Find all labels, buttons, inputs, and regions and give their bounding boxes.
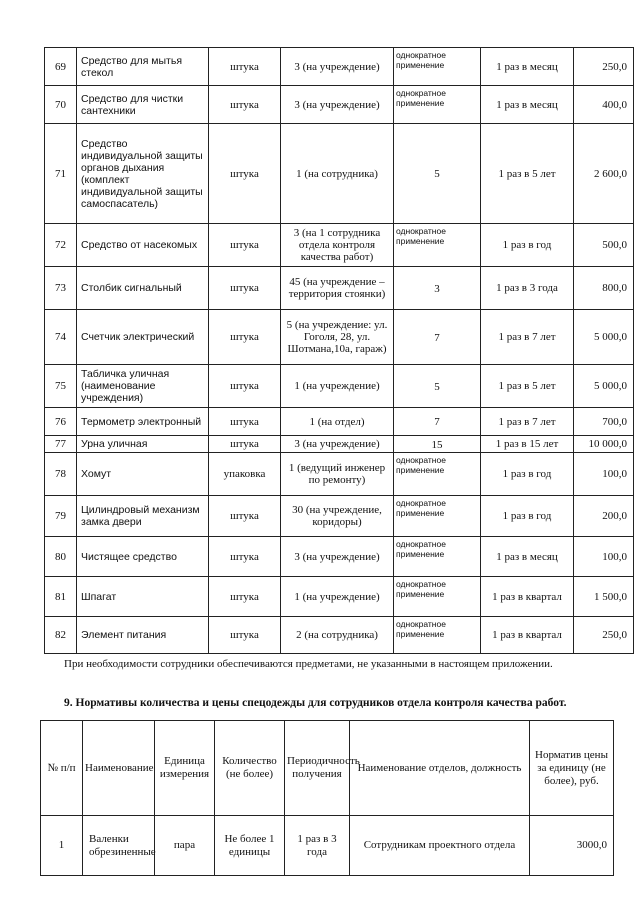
item-unit: штука — [209, 267, 281, 310]
item-service-life: однократное применение — [394, 453, 481, 496]
item-price: 250,0 — [574, 617, 634, 654]
item-quantity: 30 (на учреждение, коридоры) — [281, 496, 394, 537]
item-price: 250,0 — [574, 48, 634, 86]
item-service-life: однократное применение — [394, 496, 481, 537]
item-name: Столбик сигнальный — [77, 267, 209, 310]
header-price: Норматив цены за единицу (не более), руб. — [530, 721, 614, 816]
item-service-life: 5 — [394, 365, 481, 408]
item-unit: штука — [209, 496, 281, 537]
section-heading: 9. Нормативы количества и цены спецодежды для сотрудников отдела контроля качества работ. — [64, 697, 567, 709]
item-name: Шпагат — [77, 577, 209, 617]
item-unit: штука — [209, 124, 281, 224]
item-name: Средство индивидуальной защиты органов дыхания (комплект индивидуальной защиты самоспасатель) — [77, 124, 209, 224]
item-price: 500,0 — [574, 224, 634, 267]
table-row — [45, 224, 634, 267]
item-unit: штука — [209, 365, 281, 408]
item-price: 10 000,0 — [574, 436, 634, 453]
item-name: Термометр электронный — [77, 408, 209, 436]
item-price: 5 000,0 — [574, 310, 634, 365]
table-row — [45, 365, 634, 408]
item-price: 3000,0 — [530, 816, 614, 876]
header-qty: Количество (не более) — [215, 721, 285, 816]
row-number: 70 — [45, 86, 77, 124]
item-period: 1 раз в 5 лет — [481, 124, 574, 224]
item-period: 1 раз в год — [481, 453, 574, 496]
item-period: 1 раз в месяц — [481, 48, 574, 86]
item-name: Валенки обрезиненные — [83, 816, 155, 876]
item-quantity: 3 (на учреждение) — [281, 86, 394, 124]
table-row — [41, 816, 614, 876]
item-name: Счетчик электрический — [77, 310, 209, 365]
item-unit: пара — [155, 816, 215, 876]
item-period: 1 раз в 3 года — [285, 816, 350, 876]
item-quantity: 3 (на 1 сотрудника отдела контроля качества работ) — [281, 224, 394, 267]
row-number: 69 — [45, 48, 77, 86]
table-row — [45, 496, 634, 537]
item-service-life: 5 — [394, 124, 481, 224]
item-period: 1 раз в 7 лет — [481, 310, 574, 365]
item-unit: штука — [209, 436, 281, 453]
item-service-life: однократное применение — [394, 577, 481, 617]
row-number: 75 — [45, 365, 77, 408]
item-quantity: 3 (на учреждение) — [281, 436, 394, 453]
item-quantity: 45 (на учреждение – территория стоянки) — [281, 267, 394, 310]
item-period: 1 раз в 3 года — [481, 267, 574, 310]
item-quantity: 1 (на сотрудника) — [281, 124, 394, 224]
table-row — [45, 267, 634, 310]
item-price: 800,0 — [574, 267, 634, 310]
item-period: 1 раз в год — [481, 224, 574, 267]
item-quantity: 3 (на учреждение) — [281, 537, 394, 577]
item-unit: штука — [209, 537, 281, 577]
item-service-life: 7 — [394, 310, 481, 365]
item-period: 1 раз в год — [481, 496, 574, 537]
row-number: 77 — [45, 436, 77, 453]
workwear-table — [40, 720, 614, 876]
item-unit: штука — [209, 224, 281, 267]
item-unit: штука — [209, 408, 281, 436]
item-name: Средство для чистки сантехники — [77, 86, 209, 124]
table-row — [45, 617, 634, 654]
table-row — [45, 124, 634, 224]
item-service-life: 3 — [394, 267, 481, 310]
item-name: Элемент питания — [77, 617, 209, 654]
item-unit: упаковка — [209, 453, 281, 496]
item-service-life: однократное применение — [394, 617, 481, 654]
item-name: Урна уличная — [77, 436, 209, 453]
item-price: 100,0 — [574, 537, 634, 577]
item-price: 200,0 — [574, 496, 634, 537]
row-number: 73 — [45, 267, 77, 310]
footnote: При необходимости сотрудники обеспечиваются предметами, не указанными в настоящем приложении. — [64, 658, 553, 670]
row-number: 79 — [45, 496, 77, 537]
item-service-life: 7 — [394, 408, 481, 436]
item-name: Хомут — [77, 453, 209, 496]
header-unit: Единица измерения — [155, 721, 215, 816]
table-row — [45, 577, 634, 617]
item-service-life: 15 — [394, 436, 481, 453]
item-service-life: однократное применение — [394, 224, 481, 267]
item-period: 1 раз в квартал — [481, 617, 574, 654]
item-quantity: 1 (на учреждение) — [281, 577, 394, 617]
item-name: Цилиндровый механизм замка двери — [77, 496, 209, 537]
header-num: № п/п — [41, 721, 83, 816]
table-row — [45, 436, 634, 453]
item-unit: штука — [209, 577, 281, 617]
item-quantity: Не более 1 единицы — [215, 816, 285, 876]
header-dept: Наименование отделов, должность — [350, 721, 530, 816]
header-name: Наименование — [83, 721, 155, 816]
item-quantity: 2 (на сотрудника) — [281, 617, 394, 654]
item-name: Табличка уличная (наименование учреждения) — [77, 365, 209, 408]
row-number: 71 — [45, 124, 77, 224]
item-period: 1 раз в 5 лет — [481, 365, 574, 408]
item-name: Средство для мытья стекол — [77, 48, 209, 86]
item-quantity: 1 (ведущий инженер по ремонту) — [281, 453, 394, 496]
row-number: 72 — [45, 224, 77, 267]
row-number: 82 — [45, 617, 77, 654]
row-number: 74 — [45, 310, 77, 365]
table-row — [45, 48, 634, 86]
item-price: 400,0 — [574, 86, 634, 124]
table-row — [45, 310, 634, 365]
item-price: 5 000,0 — [574, 365, 634, 408]
item-service-life: однократное применение — [394, 537, 481, 577]
row-number: 76 — [45, 408, 77, 436]
item-period: 1 раз в 7 лет — [481, 408, 574, 436]
table-header-row — [41, 721, 614, 816]
row-number: 81 — [45, 577, 77, 617]
item-service-life: однократное применение — [394, 48, 481, 86]
item-period: 1 раз в месяц — [481, 537, 574, 577]
item-unit: штука — [209, 48, 281, 86]
item-price: 700,0 — [574, 408, 634, 436]
item-quantity: 1 (на учреждение) — [281, 365, 394, 408]
table-row — [45, 408, 634, 436]
item-period: 1 раз в 15 лет — [481, 436, 574, 453]
item-service-life: однократное применение — [394, 86, 481, 124]
item-unit: штука — [209, 86, 281, 124]
item-price: 2 600,0 — [574, 124, 634, 224]
item-price: 100,0 — [574, 453, 634, 496]
item-period: 1 раз в месяц — [481, 86, 574, 124]
item-quantity: 3 (на учреждение) — [281, 48, 394, 86]
item-unit: штука — [209, 617, 281, 654]
item-name: Средство от насекомых — [77, 224, 209, 267]
table-row — [45, 453, 634, 496]
item-quantity: 5 (на учреждение: ул. Гоголя, 28, ул. Шотмана,10а, гараж) — [281, 310, 394, 365]
table-row — [45, 86, 634, 124]
table-row — [45, 537, 634, 577]
row-number: 80 — [45, 537, 77, 577]
item-price: 1 500,0 — [574, 577, 634, 617]
item-unit: штука — [209, 310, 281, 365]
item-name: Чистящее средство — [77, 537, 209, 577]
header-period: Периодичность получения — [285, 721, 350, 816]
row-number: 1 — [41, 816, 83, 876]
item-department: Сотрудникам проектного отдела — [350, 816, 530, 876]
supplies-table — [44, 47, 634, 654]
item-quantity: 1 (на отдел) — [281, 408, 394, 436]
item-period: 1 раз в квартал — [481, 577, 574, 617]
row-number: 78 — [45, 453, 77, 496]
